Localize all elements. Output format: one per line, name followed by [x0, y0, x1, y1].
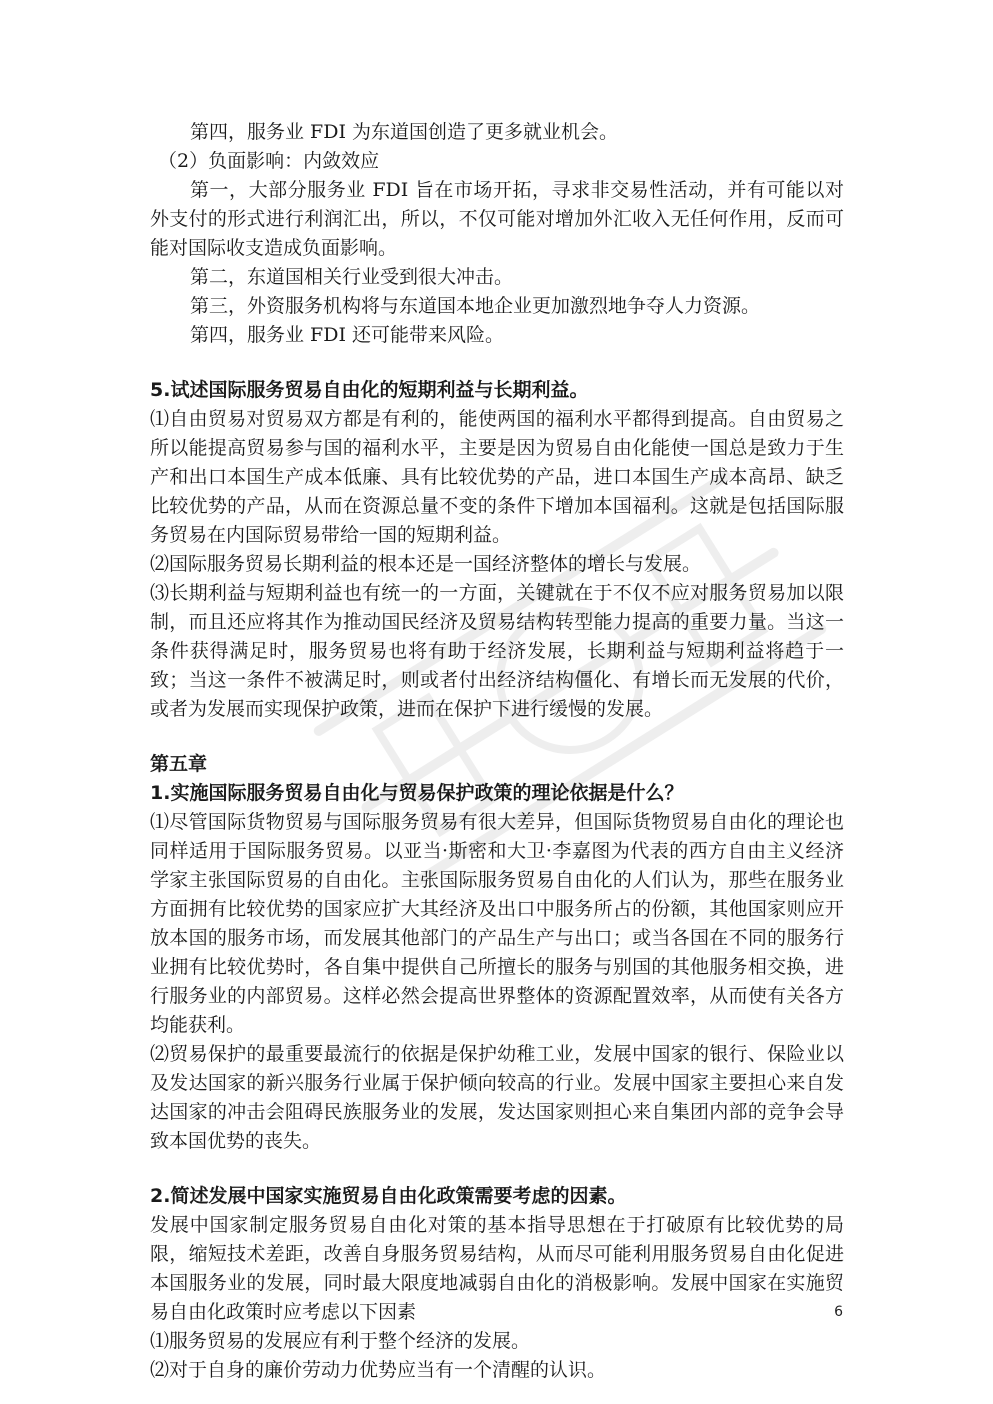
paragraph-gap: [150, 1156, 844, 1182]
body-paragraph: ⑵贸易保护的最重要最流行的依据是保护幼稚工业，发展中国家的银行、保险业以及发达国家的新兴服务行业属于保护倾向较高的行业。发展中国家主要担心来自发达国家的冲击会阻碍民族服务业的发展，发达国家则担心来自集团内部的竞争会导致本国优势的丧失。: [150, 1043, 844, 1152]
body-paragraph: 第一，大部分服务业 FDI 旨在市场开拓，寻求非交易性活动，并有可能以对外支付的形式进行利润汇出，所以，不仅可能对增加外汇收入无任何作用，反而可能对国际收支造成负面影响。: [150, 179, 844, 259]
body-paragraph: ⑵对于自身的廉价劳动力优势应当有一个清醒的认识。: [150, 1359, 607, 1381]
section-heading: 1.实施国际服务贸易自由化与贸易保护政策的理论依据是什么？: [150, 782, 684, 804]
body-paragraph: ⑴尽管国际货物贸易与国际服务贸易有很大差异，但国际货物贸易自由化的理论也同样适用于国际服务贸易。以亚当·斯密和大卫·李嘉图为代表的西方自由主义经济学家主张国际贸易的自由化。主张国际服务贸易自由化的人们认为，那些在服务业方面拥有比较优势的国家应扩大其经济及出口中服务所占的份额，其他国家则应开放本国的服务市场，而发展其他部门的产品生产与出口；或当各国在不同的服务行业拥有比较优势时，各自集中提供自己所擅长的服务与别国的其他服务相交换，进行服务业的内部贸易。这样必然会提高世界整体的资源配置效率，从而使有关各方均能获利。: [150, 811, 844, 1036]
body-paragraph: （2）负面影响：内敛效应: [158, 150, 380, 172]
document-body: [150, 118, 844, 1385]
body-paragraph: 第三，外资服务机构将与东道国本地企业更加激烈地争夺人力资源。: [190, 295, 761, 317]
body-paragraph: 第二，东道国相关行业受到很大冲击。: [190, 266, 514, 288]
body-paragraph: ⑶长期利益与短期利益也有统一的一方面，关键就在于不仅不应对服务贸易加以限制，而且还应将其作为推动国民经济及贸易结构转型能力提高的重要力量。当这一条件获得满足时，服务贸易也将有助于经济发展，长期利益与短期利益将趋于一致；当这一条件不被满足时，则或者付出经济结构僵化、有增长而无发展的代价，或者为发展而实现保护政策，进而在保护下进行缓慢的发展。: [150, 582, 844, 720]
body-paragraph: 第四，服务业 FDI 还可能带来风险。: [190, 324, 505, 346]
section-heading: 第五章: [150, 753, 208, 775]
body-paragraph: 发展中国家制定服务贸易自由化对策的基本指导思想在于打破原有比较优势的局限，缩短技术差距，改善自身服务贸易结构，从而尽可能利用服务贸易自由化促进本国服务业的发展，同时最大限度地减弱自由化的消极影响。发展中国家在实施贸易自由化政策时应考虑以下因素: [150, 1214, 844, 1323]
body-paragraph: 第四，服务业 FDI 为东道国创造了更多就业机会。: [190, 121, 619, 143]
page-number: 6: [834, 1304, 843, 1320]
paragraph-gap: [150, 724, 844, 750]
body-paragraph: ⑴服务贸易的发展应有利于整个经济的发展。: [150, 1330, 531, 1352]
paragraph-gap: [150, 350, 844, 376]
body-paragraph: ⑴自由贸易对贸易双方都是有利的，能使两国的福利水平都得到提高。自由贸易之所以能提高贸易参与国的福利水平，主要是因为贸易自由化能使一国总是致力于生产和出口本国生产成本低廉、具有比较优势的产品，进口本国生产成本高昂、缺乏比较优势的产品，从而在资源总量不变的条件下增加本国福利。这就是包括国际服务贸易在内国际贸易带给一国的短期利益。: [150, 408, 844, 546]
section-heading: 5.试述国际服务贸易自由化的短期利益与长期利益。: [150, 379, 589, 401]
section-heading: 2.简述发展中国家实施贸易自由化政策需要考虑的因素。: [150, 1185, 627, 1207]
body-paragraph: ⑵国际服务贸易长期利益的根本还是一国经济整体的增长与发展。: [150, 553, 702, 575]
